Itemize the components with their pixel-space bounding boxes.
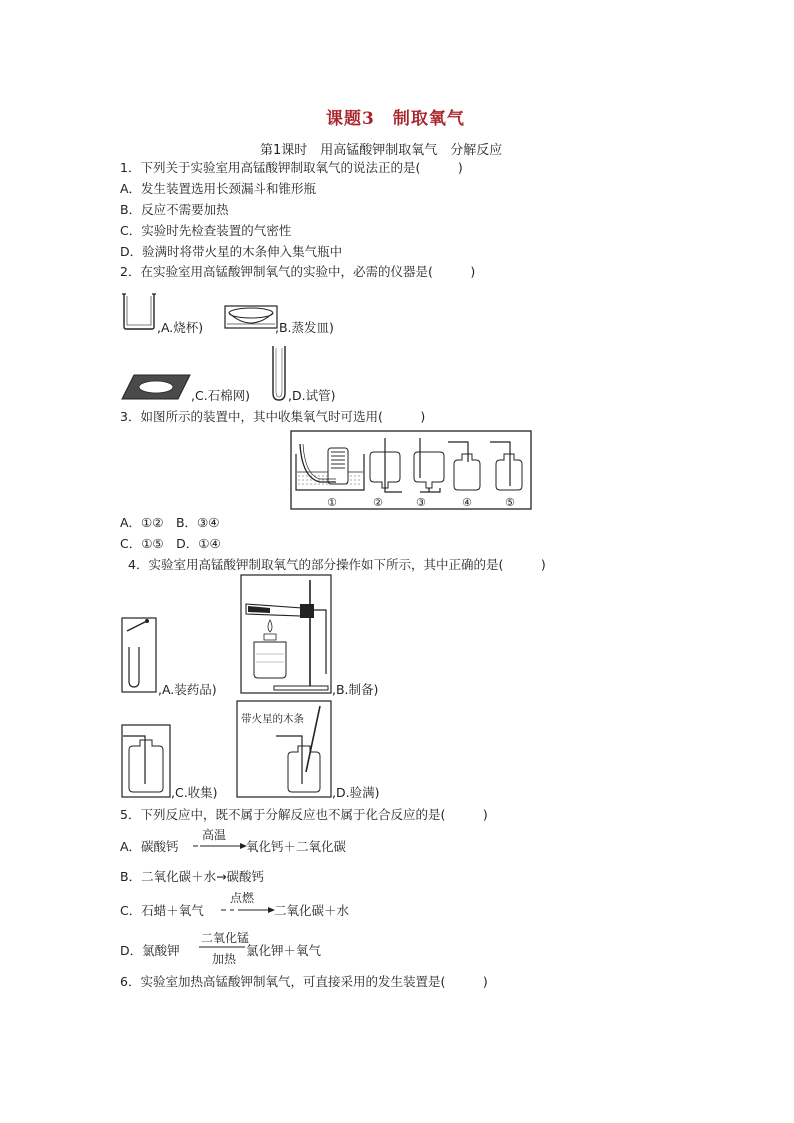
q1-option-c: C．实验时先检查装置的气密性 — [120, 223, 292, 238]
q2-option-d: ,D.试管) — [288, 388, 336, 403]
q5-option-c-right: 二氧化碳＋水 — [274, 903, 350, 918]
q1-option-a: A．发生装置选用长颈漏斗和锥形瓶 — [120, 181, 317, 196]
figure-label-1: ① — [327, 496, 337, 509]
q2-stem: 2．在实验室用高锰酸钾制氧气的实验中，必需的仪器是( ) — [120, 264, 476, 279]
q2-option-b: ,B.蒸发皿) — [275, 320, 334, 335]
page-subtitle: 第1课时 用高锰酸钾制取氧气 分解反应 — [260, 143, 503, 158]
q2-option-c: ,C.石棉网) — [191, 388, 251, 403]
q5-stem: 5．下列反应中，既不属于分解反应也不属于化合反应的是( ) — [120, 807, 488, 822]
q4-option-c: ,C.收集) — [171, 785, 218, 800]
q6-stem: 6．实验室加热高锰酸钾制氧气，可直接采用的发生装置是( ) — [120, 974, 488, 989]
reaction-arrow-icon — [220, 906, 276, 914]
q4-option-b: ,B.制备) — [332, 682, 379, 697]
q3-options-cd: C．①⑤ D．①④ — [120, 536, 221, 551]
reaction-arrow-icon — [192, 842, 248, 850]
q5-option-c-condition: 点燃 — [230, 891, 255, 905]
q5-option-b: B．二氧化碳＋水→碳酸钙 — [120, 869, 265, 884]
q1-stem: 1．下列关于实验室用高锰酸钾制取氧气的说法正的是( ) — [120, 160, 463, 175]
lit-splint-label: 带火星的木条 — [241, 713, 304, 725]
figure-label-4: ④ — [462, 496, 472, 509]
q2-option-a: ,A.烧杯) — [157, 320, 204, 335]
q5-option-a-condition: 高温 — [202, 828, 227, 842]
q5-option-d-condition-top: 二氧化锰 — [201, 931, 250, 945]
test-tube-figure — [270, 345, 288, 401]
q4-option-a: ,A.装药品) — [158, 682, 217, 697]
figure-label-3: ③ — [416, 496, 426, 509]
figure-label-2: ② — [373, 496, 383, 509]
page-title: 课题3 制取氧气 — [326, 109, 465, 129]
beaker-figure — [121, 292, 157, 330]
q5-option-a-right: 氧化钙＋二氧化碳 — [246, 839, 347, 854]
evaporating-dish-figure — [224, 305, 278, 329]
q4-stem: 4．实验室用高锰酸钾制取氧气的部分操作如下所示，其中正确的是( ) — [128, 557, 546, 572]
reaction-line-icon — [198, 945, 246, 949]
q5-option-c-left: C．石蜡＋氧气 — [120, 903, 204, 918]
asbestos-gauze-figure — [120, 373, 192, 401]
q1-option-d: D．验满时将带火星的木条伸入集气瓶中 — [120, 244, 343, 259]
q5-option-d-right: 氯化钾＋氧气 — [246, 943, 322, 958]
q1-option-b: B．反应不需要加热 — [120, 202, 229, 217]
figure-label-5: ⑤ — [505, 496, 515, 509]
q5-option-d-condition-bottom: 加热 — [212, 952, 237, 966]
q4-option-d: ,D.验满) — [332, 785, 380, 800]
q5-option-d-left: D．氯酸钾 — [120, 943, 180, 958]
collection-figure — [121, 724, 171, 798]
heating-setup-figure — [240, 574, 332, 694]
q3-stem: 3．如图所示的装置中，其中收集氧气时可选用( ) — [120, 409, 426, 424]
q5-option-a-left: A．碳酸钙 — [120, 839, 179, 854]
q3-options-ab: A．①② B．③④ — [120, 515, 220, 530]
loading-powder-figure — [121, 617, 157, 693]
